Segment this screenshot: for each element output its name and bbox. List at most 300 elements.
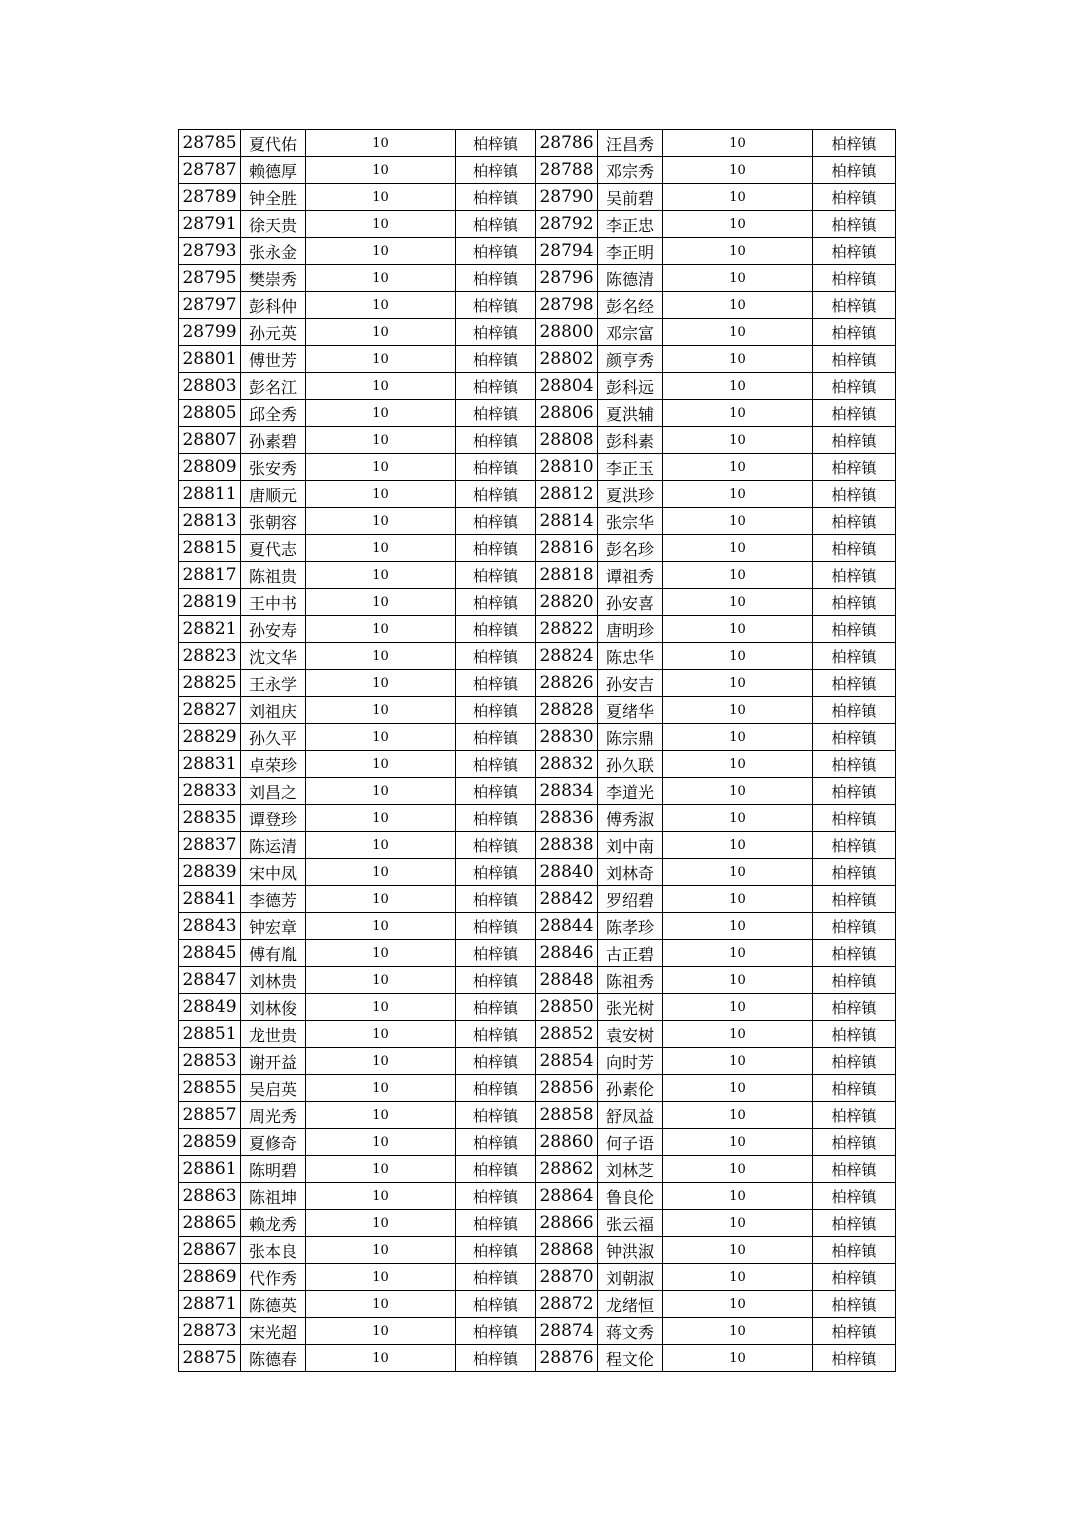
record-id-left: 28835: [179, 805, 241, 832]
amount-right: 10: [663, 913, 813, 940]
record-id-right: 28800: [536, 319, 598, 346]
person-name-right: 彭名经: [598, 292, 663, 319]
table-row: [179, 265, 896, 292]
town-right: 柏梓镇: [813, 211, 896, 238]
town-left: 柏梓镇: [456, 1318, 536, 1345]
record-id-right: 28806: [536, 400, 598, 427]
table-row: [179, 211, 896, 238]
town-left: 柏梓镇: [456, 427, 536, 454]
amount-left: 10: [306, 130, 456, 157]
town-left: 柏梓镇: [456, 1291, 536, 1318]
record-id-left: 28829: [179, 724, 241, 751]
record-id-right: 28870: [536, 1264, 598, 1291]
amount-right: 10: [663, 1102, 813, 1129]
amount-right: 10: [663, 832, 813, 859]
person-name-left: 陈祖坤: [241, 1183, 306, 1210]
town-right: 柏梓镇: [813, 346, 896, 373]
table-row: [179, 751, 896, 778]
town-left: 柏梓镇: [456, 1183, 536, 1210]
town-left: 柏梓镇: [456, 1075, 536, 1102]
amount-left: 10: [306, 373, 456, 400]
person-name-left: 夏代佑: [241, 130, 306, 157]
amount-right: 10: [663, 130, 813, 157]
table-row: [179, 1075, 896, 1102]
person-name-right: 陈德清: [598, 265, 663, 292]
record-id-left: 28791: [179, 211, 241, 238]
table-row: [179, 589, 896, 616]
town-left: 柏梓镇: [456, 184, 536, 211]
person-name-left: 宋光超: [241, 1318, 306, 1345]
table-row: [179, 832, 896, 859]
person-name-left: 张永金: [241, 238, 306, 265]
town-right: 柏梓镇: [813, 157, 896, 184]
table-row: [179, 1129, 896, 1156]
record-id-left: 28839: [179, 859, 241, 886]
record-id-right: 28792: [536, 211, 598, 238]
record-id-left: 28811: [179, 481, 241, 508]
amount-right: 10: [663, 265, 813, 292]
person-name-left: 徐天贵: [241, 211, 306, 238]
amount-right: 10: [663, 1291, 813, 1318]
town-left: 柏梓镇: [456, 454, 536, 481]
amount-left: 10: [306, 1345, 456, 1372]
person-name-left: 刘昌之: [241, 778, 306, 805]
amount-right: 10: [663, 616, 813, 643]
person-name-left: 王中书: [241, 589, 306, 616]
person-name-left: 邱全秀: [241, 400, 306, 427]
table-row: [179, 1291, 896, 1318]
town-right: 柏梓镇: [813, 886, 896, 913]
table-row: [179, 346, 896, 373]
amount-right: 10: [663, 967, 813, 994]
amount-left: 10: [306, 805, 456, 832]
person-name-right: 李道光: [598, 778, 663, 805]
amount-right: 10: [663, 670, 813, 697]
person-name-right: 龙绪恒: [598, 1291, 663, 1318]
town-left: 柏梓镇: [456, 562, 536, 589]
record-id-left: 28831: [179, 751, 241, 778]
town-left: 柏梓镇: [456, 292, 536, 319]
table-row: [179, 292, 896, 319]
person-name-left: 龙世贵: [241, 1021, 306, 1048]
amount-left: 10: [306, 1075, 456, 1102]
table-row: [179, 535, 896, 562]
town-right: 柏梓镇: [813, 292, 896, 319]
amount-left: 10: [306, 292, 456, 319]
person-name-right: 陈孝珍: [598, 913, 663, 940]
person-name-right: 向时芳: [598, 1048, 663, 1075]
amount-right: 10: [663, 373, 813, 400]
town-left: 柏梓镇: [456, 724, 536, 751]
town-left: 柏梓镇: [456, 1102, 536, 1129]
record-id-left: 28833: [179, 778, 241, 805]
town-left: 柏梓镇: [456, 157, 536, 184]
amount-right: 10: [663, 400, 813, 427]
town-right: 柏梓镇: [813, 670, 896, 697]
amount-left: 10: [306, 751, 456, 778]
table-row: [179, 481, 896, 508]
town-left: 柏梓镇: [456, 589, 536, 616]
town-left: 柏梓镇: [456, 1048, 536, 1075]
amount-left: 10: [306, 400, 456, 427]
amount-right: 10: [663, 778, 813, 805]
record-id-left: 28861: [179, 1156, 241, 1183]
amount-left: 10: [306, 994, 456, 1021]
amount-left: 10: [306, 535, 456, 562]
amount-right: 10: [663, 346, 813, 373]
person-name-left: 张安秀: [241, 454, 306, 481]
table-row: [179, 1318, 896, 1345]
town-right: 柏梓镇: [813, 1102, 896, 1129]
record-id-right: 28816: [536, 535, 598, 562]
table-row: [179, 1345, 896, 1372]
record-id-left: 28875: [179, 1345, 241, 1372]
person-name-right: 何子语: [598, 1129, 663, 1156]
amount-right: 10: [663, 211, 813, 238]
amount-left: 10: [306, 643, 456, 670]
record-id-right: 28840: [536, 859, 598, 886]
record-id-left: 28807: [179, 427, 241, 454]
amount-right: 10: [663, 1210, 813, 1237]
record-id-right: 28862: [536, 1156, 598, 1183]
amount-left: 10: [306, 913, 456, 940]
person-name-right: 罗绍碧: [598, 886, 663, 913]
amount-right: 10: [663, 724, 813, 751]
amount-left: 10: [306, 778, 456, 805]
person-name-left: 彭科仲: [241, 292, 306, 319]
record-id-right: 28804: [536, 373, 598, 400]
record-id-right: 28802: [536, 346, 598, 373]
person-name-right: 彭科远: [598, 373, 663, 400]
person-name-right: 邓宗秀: [598, 157, 663, 184]
record-id-right: 28794: [536, 238, 598, 265]
amount-right: 10: [663, 319, 813, 346]
person-name-right: 钟洪淑: [598, 1237, 663, 1264]
amount-right: 10: [663, 1021, 813, 1048]
town-left: 柏梓镇: [456, 859, 536, 886]
table-row: [179, 913, 896, 940]
amount-left: 10: [306, 940, 456, 967]
person-name-left: 孙素碧: [241, 427, 306, 454]
person-name-right: 孙久联: [598, 751, 663, 778]
record-id-right: 28854: [536, 1048, 598, 1075]
amount-left: 10: [306, 1156, 456, 1183]
record-id-right: 28788: [536, 157, 598, 184]
person-name-right: 张宗华: [598, 508, 663, 535]
record-id-right: 28848: [536, 967, 598, 994]
town-right: 柏梓镇: [813, 697, 896, 724]
town-left: 柏梓镇: [456, 751, 536, 778]
town-right: 柏梓镇: [813, 481, 896, 508]
person-name-left: 宋中凤: [241, 859, 306, 886]
amount-left: 10: [306, 589, 456, 616]
town-left: 柏梓镇: [456, 670, 536, 697]
record-id-left: 28793: [179, 238, 241, 265]
record-id-right: 28836: [536, 805, 598, 832]
town-right: 柏梓镇: [813, 1345, 896, 1372]
amount-right: 10: [663, 1264, 813, 1291]
town-right: 柏梓镇: [813, 1183, 896, 1210]
amount-left: 10: [306, 886, 456, 913]
amount-right: 10: [663, 1345, 813, 1372]
table-row: [179, 859, 896, 886]
amount-right: 10: [663, 157, 813, 184]
town-right: 柏梓镇: [813, 1156, 896, 1183]
record-id-left: 28799: [179, 319, 241, 346]
roster-table: [178, 129, 896, 1372]
record-id-right: 28876: [536, 1345, 598, 1372]
amount-left: 10: [306, 508, 456, 535]
town-right: 柏梓镇: [813, 1264, 896, 1291]
table-row: [179, 670, 896, 697]
record-id-right: 28798: [536, 292, 598, 319]
table-row: [179, 1264, 896, 1291]
person-name-right: 李正明: [598, 238, 663, 265]
amount-left: 10: [306, 670, 456, 697]
table-row: [179, 400, 896, 427]
amount-right: 10: [663, 643, 813, 670]
amount-left: 10: [306, 1048, 456, 1075]
person-name-left: 卓荣珍: [241, 751, 306, 778]
record-id-left: 28815: [179, 535, 241, 562]
record-id-right: 28796: [536, 265, 598, 292]
record-id-right: 28812: [536, 481, 598, 508]
record-id-right: 28842: [536, 886, 598, 913]
town-left: 柏梓镇: [456, 643, 536, 670]
record-id-left: 28789: [179, 184, 241, 211]
town-left: 柏梓镇: [456, 1021, 536, 1048]
table-row: [179, 697, 896, 724]
amount-left: 10: [306, 724, 456, 751]
person-name-right: 夏绪华: [598, 697, 663, 724]
person-name-right: 邓宗富: [598, 319, 663, 346]
person-name-right: 傅秀淑: [598, 805, 663, 832]
town-left: 柏梓镇: [456, 778, 536, 805]
record-id-right: 28852: [536, 1021, 598, 1048]
town-left: 柏梓镇: [456, 130, 536, 157]
person-name-right: 古正碧: [598, 940, 663, 967]
amount-left: 10: [306, 481, 456, 508]
town-right: 柏梓镇: [813, 535, 896, 562]
person-name-left: 傅有胤: [241, 940, 306, 967]
person-name-right: 颜亨秀: [598, 346, 663, 373]
record-id-left: 28847: [179, 967, 241, 994]
town-right: 柏梓镇: [813, 589, 896, 616]
amount-right: 10: [663, 589, 813, 616]
town-left: 柏梓镇: [456, 1210, 536, 1237]
person-name-right: 刘林奇: [598, 859, 663, 886]
town-right: 柏梓镇: [813, 805, 896, 832]
table-row: [179, 184, 896, 211]
amount-left: 10: [306, 859, 456, 886]
table-row: [179, 1102, 896, 1129]
person-name-right: 彭名珍: [598, 535, 663, 562]
town-left: 柏梓镇: [456, 994, 536, 1021]
amount-right: 10: [663, 1183, 813, 1210]
amount-right: 10: [663, 1237, 813, 1264]
town-left: 柏梓镇: [456, 508, 536, 535]
record-id-right: 28818: [536, 562, 598, 589]
town-right: 柏梓镇: [813, 562, 896, 589]
town-left: 柏梓镇: [456, 913, 536, 940]
record-id-left: 28859: [179, 1129, 241, 1156]
record-id-right: 28868: [536, 1237, 598, 1264]
amount-right: 10: [663, 805, 813, 832]
record-id-left: 28813: [179, 508, 241, 535]
amount-left: 10: [306, 238, 456, 265]
person-name-right: 舒凤益: [598, 1102, 663, 1129]
town-right: 柏梓镇: [813, 913, 896, 940]
record-id-right: 28790: [536, 184, 598, 211]
person-name-left: 谭登珍: [241, 805, 306, 832]
person-name-left: 张本良: [241, 1237, 306, 1264]
amount-right: 10: [663, 751, 813, 778]
record-id-left: 28803: [179, 373, 241, 400]
record-id-right: 28786: [536, 130, 598, 157]
record-id-left: 28857: [179, 1102, 241, 1129]
amount-left: 10: [306, 1102, 456, 1129]
amount-left: 10: [306, 184, 456, 211]
amount-left: 10: [306, 1291, 456, 1318]
table-row: [179, 1210, 896, 1237]
person-name-right: 唐明珍: [598, 616, 663, 643]
town-right: 柏梓镇: [813, 1210, 896, 1237]
town-right: 柏梓镇: [813, 373, 896, 400]
amount-right: 10: [663, 1075, 813, 1102]
record-id-left: 28837: [179, 832, 241, 859]
amount-left: 10: [306, 562, 456, 589]
record-id-left: 28871: [179, 1291, 241, 1318]
record-id-left: 28869: [179, 1264, 241, 1291]
table-row: [179, 454, 896, 481]
record-id-left: 28795: [179, 265, 241, 292]
amount-left: 10: [306, 454, 456, 481]
record-id-left: 28809: [179, 454, 241, 481]
person-name-right: 谭祖秀: [598, 562, 663, 589]
amount-left: 10: [306, 319, 456, 346]
table-row: [179, 562, 896, 589]
amount-right: 10: [663, 454, 813, 481]
person-name-left: 沈文华: [241, 643, 306, 670]
person-name-right: 刘林芝: [598, 1156, 663, 1183]
record-id-right: 28850: [536, 994, 598, 1021]
town-left: 柏梓镇: [456, 211, 536, 238]
record-id-right: 28838: [536, 832, 598, 859]
record-id-left: 28819: [179, 589, 241, 616]
town-right: 柏梓镇: [813, 1048, 896, 1075]
amount-left: 10: [306, 265, 456, 292]
town-right: 柏梓镇: [813, 859, 896, 886]
person-name-left: 陈祖贵: [241, 562, 306, 589]
record-id-right: 28844: [536, 913, 598, 940]
amount-right: 10: [663, 859, 813, 886]
town-left: 柏梓镇: [456, 1345, 536, 1372]
person-name-right: 吴前碧: [598, 184, 663, 211]
town-left: 柏梓镇: [456, 832, 536, 859]
person-name-left: 钟全胜: [241, 184, 306, 211]
town-left: 柏梓镇: [456, 1264, 536, 1291]
person-name-left: 刘祖庆: [241, 697, 306, 724]
town-right: 柏梓镇: [813, 1021, 896, 1048]
person-name-left: 樊崇秀: [241, 265, 306, 292]
record-id-left: 28823: [179, 643, 241, 670]
amount-left: 10: [306, 1264, 456, 1291]
record-id-right: 28872: [536, 1291, 598, 1318]
town-left: 柏梓镇: [456, 319, 536, 346]
amount-right: 10: [663, 292, 813, 319]
town-right: 柏梓镇: [813, 130, 896, 157]
person-name-right: 李正忠: [598, 211, 663, 238]
town-left: 柏梓镇: [456, 616, 536, 643]
town-right: 柏梓镇: [813, 994, 896, 1021]
record-id-right: 28834: [536, 778, 598, 805]
table-row: [179, 805, 896, 832]
record-id-left: 28853: [179, 1048, 241, 1075]
table-row: [179, 373, 896, 400]
person-name-left: 夏代志: [241, 535, 306, 562]
table-row: [179, 1021, 896, 1048]
person-name-left: 孙元英: [241, 319, 306, 346]
person-name-left: 孙安寿: [241, 616, 306, 643]
town-left: 柏梓镇: [456, 346, 536, 373]
person-name-left: 陈运清: [241, 832, 306, 859]
record-id-right: 28830: [536, 724, 598, 751]
table-row: [179, 1237, 896, 1264]
amount-left: 10: [306, 1237, 456, 1264]
person-name-left: 吴启英: [241, 1075, 306, 1102]
town-right: 柏梓镇: [813, 238, 896, 265]
record-id-right: 28856: [536, 1075, 598, 1102]
amount-left: 10: [306, 832, 456, 859]
town-right: 柏梓镇: [813, 1318, 896, 1345]
person-name-right: 程文伦: [598, 1345, 663, 1372]
record-id-left: 28873: [179, 1318, 241, 1345]
amount-right: 10: [663, 535, 813, 562]
amount-left: 10: [306, 697, 456, 724]
person-name-right: 张光树: [598, 994, 663, 1021]
amount-right: 10: [663, 508, 813, 535]
table-row: [179, 616, 896, 643]
record-id-left: 28821: [179, 616, 241, 643]
record-id-right: 28832: [536, 751, 598, 778]
table-row: [179, 238, 896, 265]
amount-right: 10: [663, 886, 813, 913]
record-id-right: 28814: [536, 508, 598, 535]
amount-left: 10: [306, 1318, 456, 1345]
town-right: 柏梓镇: [813, 967, 896, 994]
person-name-right: 汪昌秀: [598, 130, 663, 157]
town-right: 柏梓镇: [813, 778, 896, 805]
town-right: 柏梓镇: [813, 508, 896, 535]
amount-left: 10: [306, 616, 456, 643]
record-id-right: 28820: [536, 589, 598, 616]
amount-right: 10: [663, 1318, 813, 1345]
record-id-left: 28865: [179, 1210, 241, 1237]
person-name-right: 孙素伦: [598, 1075, 663, 1102]
record-id-right: 28810: [536, 454, 598, 481]
record-id-right: 28824: [536, 643, 598, 670]
amount-right: 10: [663, 562, 813, 589]
town-right: 柏梓镇: [813, 319, 896, 346]
record-id-right: 28864: [536, 1183, 598, 1210]
amount-left: 10: [306, 1129, 456, 1156]
person-name-left: 孙久平: [241, 724, 306, 751]
person-name-left: 钟宏章: [241, 913, 306, 940]
record-id-right: 28822: [536, 616, 598, 643]
town-right: 柏梓镇: [813, 643, 896, 670]
person-name-left: 傅世芳: [241, 346, 306, 373]
record-id-left: 28825: [179, 670, 241, 697]
